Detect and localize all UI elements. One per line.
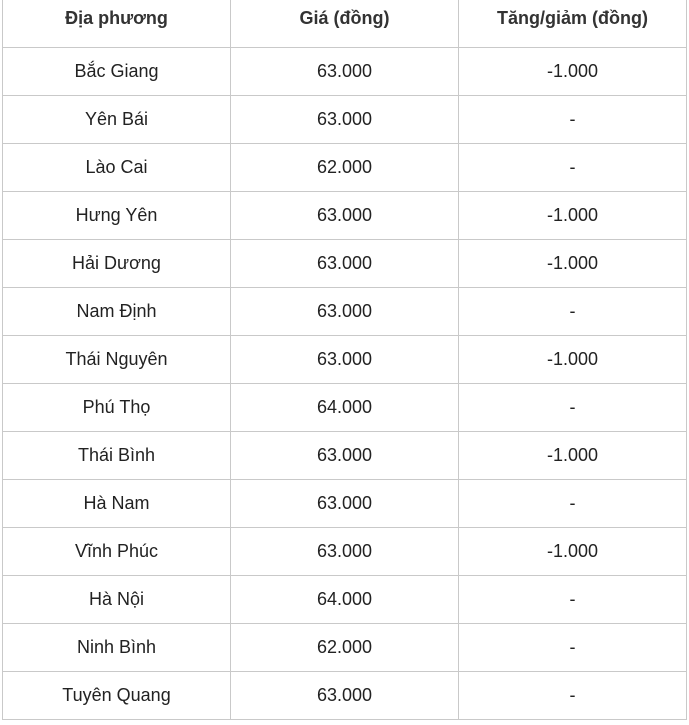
cell-locality: Tuyên Quang — [3, 672, 231, 720]
table-row — [3, 624, 687, 672]
cell-locality: Ninh Bình — [3, 624, 231, 672]
cell-change: -1.000 — [459, 240, 687, 288]
cell-change: - — [459, 576, 687, 624]
cell-change: -1.000 — [459, 48, 687, 96]
table-row — [3, 240, 687, 288]
table-row — [3, 480, 687, 528]
cell-change: - — [459, 624, 687, 672]
cell-change: - — [459, 480, 687, 528]
table-row — [3, 48, 687, 96]
cell-price: 63.000 — [231, 288, 459, 336]
cell-price: 63.000 — [231, 480, 459, 528]
price-table — [2, 0, 687, 720]
cell-change: - — [459, 672, 687, 720]
cell-change: - — [459, 144, 687, 192]
cell-locality: Phú Thọ — [3, 384, 231, 432]
table-row — [3, 144, 687, 192]
cell-price: 63.000 — [231, 336, 459, 384]
cell-price: 64.000 — [231, 384, 459, 432]
cell-locality: Nam Định — [3, 288, 231, 336]
cell-price: 63.000 — [231, 96, 459, 144]
header-price: Giá (đồng) — [231, 0, 459, 48]
header-locality: Địa phương — [3, 0, 231, 48]
cell-price: 63.000 — [231, 48, 459, 96]
cell-change: - — [459, 96, 687, 144]
table-row — [3, 576, 687, 624]
cell-locality: Vĩnh Phúc — [3, 528, 231, 576]
table-row — [3, 96, 687, 144]
table-row — [3, 528, 687, 576]
cell-locality: Hà Nội — [3, 576, 231, 624]
cell-locality: Yên Bái — [3, 96, 231, 144]
cell-price: 63.000 — [231, 192, 459, 240]
table-row — [3, 384, 687, 432]
cell-change: -1.000 — [459, 192, 687, 240]
table-row — [3, 336, 687, 384]
table-header-row — [3, 0, 687, 48]
cell-price: 63.000 — [231, 240, 459, 288]
cell-price: 62.000 — [231, 144, 459, 192]
cell-locality: Thái Bình — [3, 432, 231, 480]
cell-change: -1.000 — [459, 432, 687, 480]
cell-change: - — [459, 384, 687, 432]
cell-locality: Bắc Giang — [3, 48, 231, 96]
cell-price: 63.000 — [231, 528, 459, 576]
cell-price: 62.000 — [231, 624, 459, 672]
table-row — [3, 672, 687, 720]
table-row — [3, 288, 687, 336]
table-row — [3, 192, 687, 240]
cell-change: -1.000 — [459, 336, 687, 384]
cell-locality: Hải Dương — [3, 240, 231, 288]
header-change: Tăng/giảm (đồng) — [459, 0, 687, 48]
table-row — [3, 432, 687, 480]
cell-locality: Hà Nam — [3, 480, 231, 528]
cell-locality: Hưng Yên — [3, 192, 231, 240]
cell-price: 64.000 — [231, 576, 459, 624]
cell-locality: Lào Cai — [3, 144, 231, 192]
cell-change: - — [459, 288, 687, 336]
cell-change: -1.000 — [459, 528, 687, 576]
cell-locality: Thái Nguyên — [3, 336, 231, 384]
cell-price: 63.000 — [231, 672, 459, 720]
cell-price: 63.000 — [231, 432, 459, 480]
